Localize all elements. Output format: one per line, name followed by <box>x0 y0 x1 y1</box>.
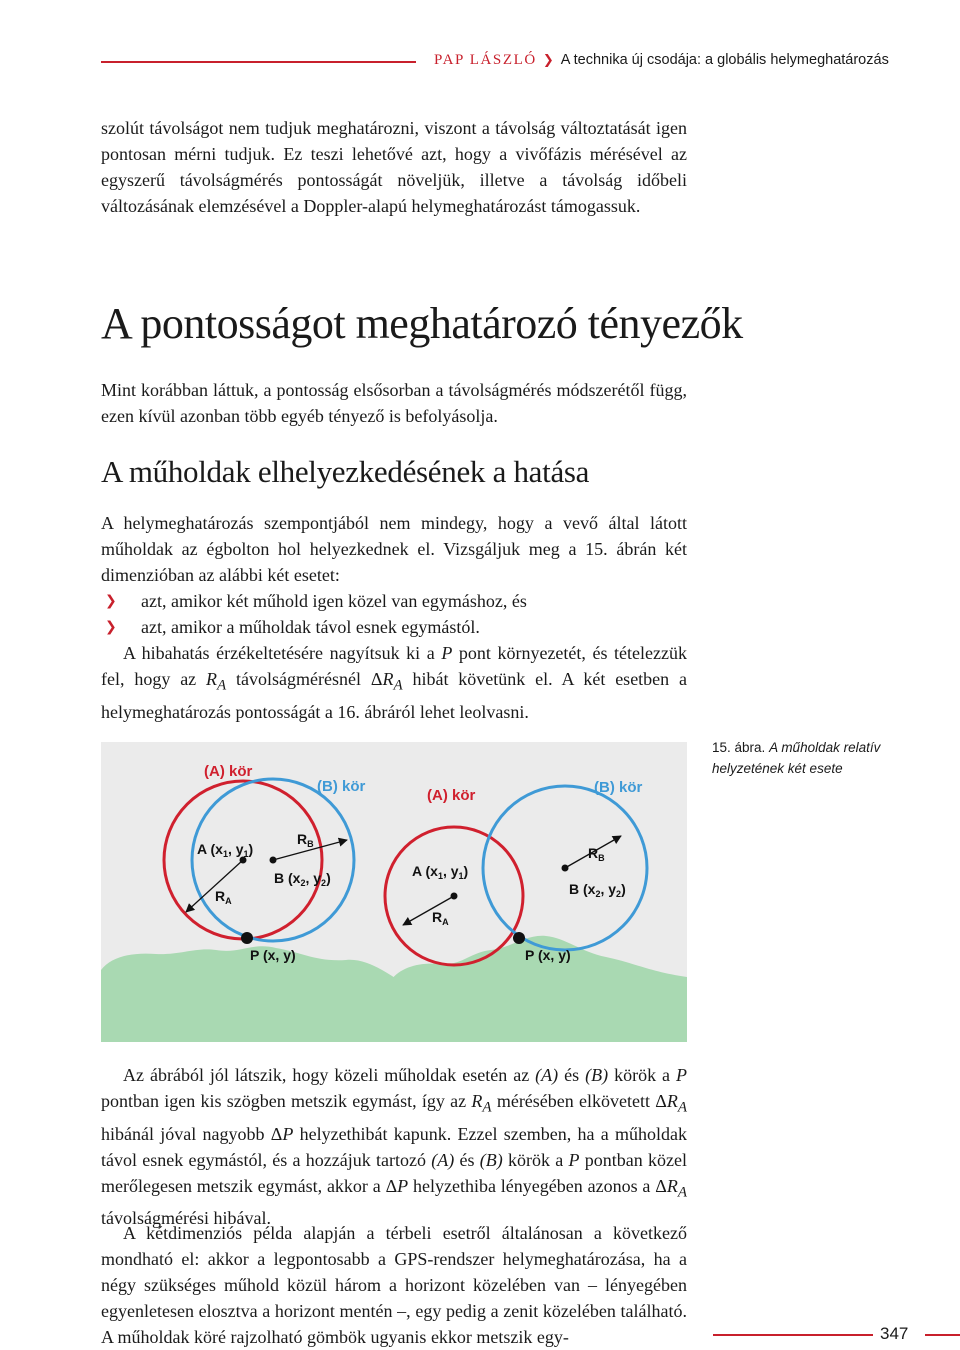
bullet-list <box>101 588 687 640</box>
footer-rule-left <box>713 1334 873 1336</box>
caption-number: 15. ábra. <box>712 740 766 755</box>
figure-caption <box>712 737 952 779</box>
intro-paragraph: szolút távolságot nem tudjuk meghatározni, viszont a távolság változtatását igen pontosan mérni tudjuk. Ez teszi lehetővé azt, hogy a vivőfázis mérésével az egyszerű távolságmérés pontosságát növeljük, illetve a távolság időbeli változásának elemzésével a Doppler-alapú helymeghatározást támogassuk. <box>101 118 687 216</box>
right-rb-label: $R_B$ <box>588 845 605 863</box>
final-paragraph: A kétdimenziós példa alapján a térbeli esetről általánosan a következő mondható el: akkor a legpontosabb a GPS-rendszer helymeghatározása, ha a négy szükséges műhold közül három a horizont közelében van – lényegében egyenletesen elosztva a horizont mentén –, egy pedig a zenit közelében található. A műholdak köré rajzolható gömbök ugyanis ekkor metszik egy- <box>101 1223 687 1347</box>
page-number: 347 <box>880 1324 909 1343</box>
footer-rule-right <box>925 1334 960 1336</box>
right-point-p-label: P (x, y) <box>525 947 571 963</box>
figure-15 <box>101 742 687 1042</box>
right-ra-label: $R_A$ <box>432 909 449 927</box>
left-circle-a-label: (A) kör <box>204 763 253 780</box>
left-rb-label: $R_B$ <box>297 831 314 849</box>
left-point-p-label: P (x, y) <box>250 947 296 963</box>
header-rule <box>101 61 416 63</box>
list-item: ❯ azt, amikor két műhold igen közel van egymáshoz, és <box>101 588 687 614</box>
left-point-b-label: B ($x_2$, $y_2$) <box>274 870 331 888</box>
section-paragraph: Mint korábban láttuk, a pontosság elsősorban a távolságmérés módszerétől függ, ezen kívül azonban több egyéb tényező is befolyásolja. <box>101 380 687 426</box>
bullet-chevron-icon: ❯ <box>105 619 117 635</box>
chevron-right-icon: ❯ <box>542 53 554 68</box>
conclusion-paragraph: Az ábrából jól látszik, hogy közeli műholdak esetén az (A) és (B) körök a P pontban igen kis szögben metszik egymást, így az $R_A$ mérésében elkövetett $\Delta R_A$ hibánál jóval nagyobb ΔP helyzethibát kapunk. Ezzel szemben, ha a műholdak távol esnek egymástól, és a hozzájuk tartozó (A) és (B) körök a P pontban közel merőlegesen metszik egymást, akkor a ΔP helyzethiba lényegében azonos a $\Delta R_A$ távolságmérési hibával. <box>101 1065 688 1229</box>
list-item: ❯ azt, amikor a műholdak távol esnek egymástól. <box>101 614 687 640</box>
right-circle-b-label: (B) kör <box>594 779 643 796</box>
subsection-paragraph: A helymeghatározás szempontjából nem mindegy, hogy a vevő által látott műholdak az égbolton hol helyezkednek el. Vizsgáljuk meg a 15. ábrán két dimenzióban az alábbi két esetet: <box>101 513 687 585</box>
caption-text: A műholdak relatív helyzetének két esete <box>712 740 881 776</box>
error-paragraph: A hibahatás érzékeltetésére nagyítsuk ki a P pont környezetét, és tételezzük fel, hogy az $R_A$ távolságmérésnél $\Delta R_A$ hibát követünk el. A két esetben a helymeghatározás pontosságát a 16. ábráról lehet leolvasni. <box>101 643 688 722</box>
header-author: PAP LÁSZLÓ <box>434 52 537 68</box>
running-header <box>434 50 889 71</box>
left-ra-label: $R_A$ <box>215 888 232 906</box>
bullet-chevron-icon: ❯ <box>105 593 117 609</box>
figure-15-diagram <box>101 742 687 1042</box>
left-point-p <box>241 932 253 944</box>
left-circle-b-label: (B) kör <box>317 778 366 795</box>
right-circle-a-label: (A) kör <box>427 787 476 804</box>
header-title: A technika új csodája: a globális helymeghatározás <box>560 52 889 68</box>
right-point-p <box>513 932 525 944</box>
subsection-heading: A műholdak elhelyezkedésének a hatása <box>101 454 590 489</box>
right-point-b-label: B ($x_2$, $y_2$) <box>569 881 626 899</box>
section-heading: A pontosságot meghatározó tényezők <box>101 299 743 348</box>
left-point-a-label: A ($x_1$, $y_1$) <box>197 841 254 859</box>
right-point-a-label: A ($x_1$, $y_1$) <box>412 863 469 881</box>
